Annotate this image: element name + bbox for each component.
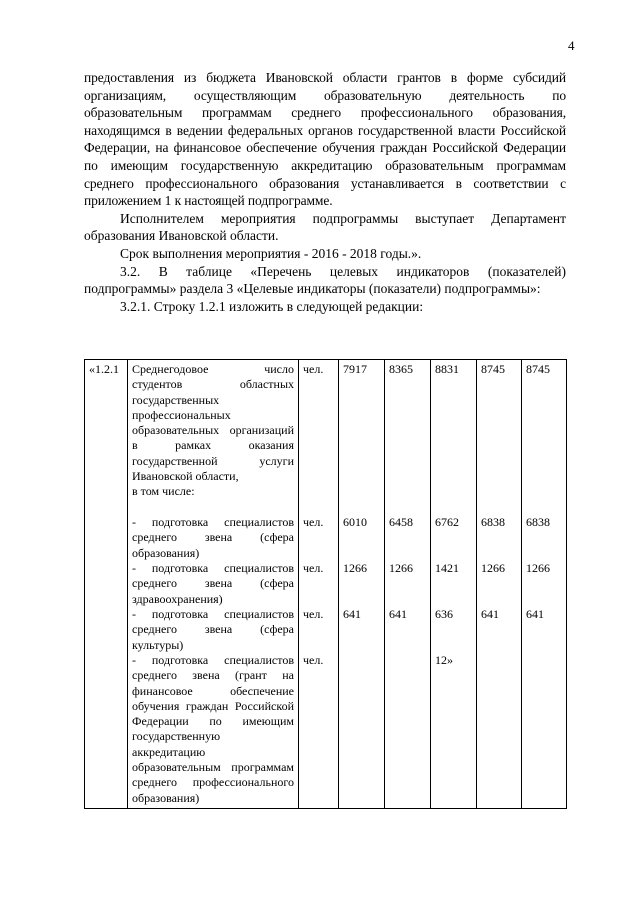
paragraph-grants-continuation: предоставления из бюджета Ивановской области грантов в форме субсидий организациям, осуществляющим образовательную деятельность по образовательным программам среднего профессионального образования, находящимся в ведении федеральных органов государственной власти Российской Федерации, на финансовое обеспечение обучения граждан Российской Федерации по имеющим государственную аккредитацию образовательным программам среднего профессионального образования устанавливается в соответствии с приложением 1 к настоящей подпрограмме. bbox=[84, 70, 566, 209]
document-body bbox=[84, 69, 566, 315]
value-cell bbox=[389, 653, 426, 806]
value-cell: 1266 bbox=[343, 561, 367, 575]
value-cell: 6458 bbox=[389, 515, 413, 529]
value-cell: 8365 bbox=[389, 362, 413, 376]
value-cell: 12» bbox=[435, 653, 453, 667]
value-cell bbox=[343, 653, 380, 806]
indicator-including-label: в том числе: bbox=[132, 484, 195, 499]
value-column-3 bbox=[431, 360, 477, 809]
value-cell: 641 bbox=[343, 607, 361, 621]
value-cell: 6838 bbox=[481, 515, 505, 529]
value-cell: 641 bbox=[526, 607, 544, 621]
value-column-2 bbox=[385, 360, 431, 809]
indicator-education: - подготовка специалистов среднего звена (сфера образования) bbox=[132, 515, 294, 560]
indicator-healthcare: - подготовка специалистов среднего звена (сфера здравоохранения) bbox=[132, 561, 294, 606]
indicator-grant: - подготовка специалистов среднего звена (грант на финансовое обеспечение обучения граждан Российской Федерации по имеющим государственную аккредитацию образовательным программам среднего профессионального образования) bbox=[132, 653, 294, 805]
value-cell: 641 bbox=[481, 607, 499, 621]
value-cell: 6010 bbox=[343, 515, 367, 529]
value-cell: 1266 bbox=[526, 561, 550, 575]
description-cell bbox=[128, 360, 299, 809]
table-row bbox=[85, 360, 567, 809]
indicators-table bbox=[84, 359, 567, 809]
value-cell: 1266 bbox=[481, 561, 505, 575]
units-cell bbox=[299, 360, 339, 809]
row-number-cell bbox=[85, 360, 128, 809]
value-cell: 6838 bbox=[526, 515, 550, 529]
indicator-culture: - подготовка специалистов среднего звена (сфера культуры) bbox=[132, 607, 294, 652]
value-cell: 636 bbox=[435, 607, 453, 621]
page-number: 4 bbox=[568, 38, 575, 53]
value-cell: 8745 bbox=[481, 362, 505, 376]
value-cell: 1266 bbox=[389, 561, 413, 575]
value-cell: 641 bbox=[389, 607, 407, 621]
row-number: «1.2.1 bbox=[89, 362, 119, 376]
value-column-4 bbox=[477, 360, 522, 809]
unit-value: чел. bbox=[303, 362, 324, 376]
unit-value: чел. bbox=[303, 653, 324, 667]
value-cell bbox=[526, 653, 562, 806]
indicator-main-text: Среднегодовое число студентов областных государственных профессиональных образовательных организаций в рамках оказания государственной услуги Ивановской области, bbox=[132, 362, 294, 484]
paragraph-table-amendment: 3.2. В таблице «Перечень целевых индикаторов (показателей) подпрограммы» раздела 3 «Целевые индикаторы (показатели) подпрограммы»: bbox=[84, 263, 566, 297]
unit-value: чел. bbox=[303, 561, 324, 575]
unit-value: чел. bbox=[303, 607, 324, 621]
indicator-main-description bbox=[132, 362, 294, 515]
value-cell: 6762 bbox=[435, 515, 459, 529]
paragraph-executor: Исполнителем мероприятия подпрограммы выступает Департамент образования Ивановской области. bbox=[84, 210, 566, 244]
value-cell: 7917 bbox=[343, 362, 367, 376]
value-cell bbox=[481, 653, 517, 806]
value-cell: 1421 bbox=[435, 561, 459, 575]
value-cell: 8745 bbox=[526, 362, 550, 376]
paragraph-row-amendment: 3.2.1. Строку 1.2.1 изложить в следующей редакции: bbox=[120, 298, 424, 314]
value-column-1 bbox=[339, 360, 385, 809]
paragraph-term: Срок выполнения мероприятия - 2016 - 2018 годы.». bbox=[120, 245, 422, 261]
value-cell: 8831 bbox=[435, 362, 459, 376]
value-column-5 bbox=[522, 360, 567, 809]
unit-value: чел. bbox=[303, 515, 324, 529]
